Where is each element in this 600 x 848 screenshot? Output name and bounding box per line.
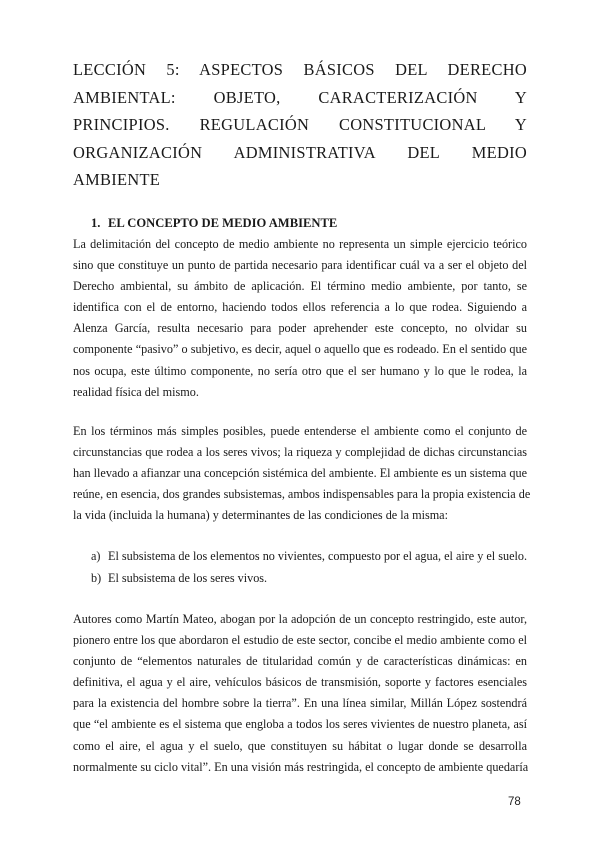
- text-line: En los términos más simples posibles, puede entenderse el ambiente como el conjunto de: [73, 424, 527, 438]
- list-item: [91, 568, 527, 590]
- text-line: realidad física del mismo.: [73, 384, 199, 399]
- text-line: La delimitación del concepto de medio ambiente no representa un simple ejercicio teórico: [73, 237, 527, 251]
- paragraph: [73, 234, 527, 403]
- title-line: LECCIÓN 5: ASPECTOS BÁSICOS DEL DERECHO: [73, 60, 527, 79]
- text-line: sino que constituye un punto de partida necesario para identificar cuál va a ser el objeto del: [73, 258, 527, 273]
- text-line: definitiva, el agua y el aire, vehículos básicos de transmisión, soporte y factores esenciales: [73, 675, 527, 690]
- text-line: normalmente su ciclo vital”. En una visión más restringida, el concepto de ambiente quedaría: [73, 759, 529, 774]
- text-line: para la existencia del hombre sobre la tierra”. En una línea similar, Millán López sostendrá: [73, 696, 527, 711]
- list-marker: a): [91, 549, 101, 563]
- paragraph: [73, 421, 531, 526]
- section-heading: [91, 215, 337, 231]
- text-line: Autores como Martín Mateo, abogan por la adopción de un concepto restringido, este autor,: [73, 612, 527, 626]
- list-item: [91, 546, 527, 568]
- text-line: conjunto de “elementos naturales de titularidad común y de características dinámicas: en: [73, 654, 527, 669]
- title-line: ORGANIZACIÓN ADMINISTRATIVA DEL MEDIO: [73, 142, 527, 162]
- paragraph: [73, 609, 527, 778]
- text-line: que “el ambiente es el sistema que engloba a todos los seres vivientes de nuestro planeta, así: [73, 717, 527, 732]
- title-line: AMBIENTAL: OBJETO, CARACTERIZACIÓN Y: [73, 87, 527, 107]
- list-item-text: El subsistema de los seres vivos.: [108, 570, 268, 585]
- text-line: identifica con el de entorno, haciendo todos ellos referencia a lo que rodea. Siguiendo a: [73, 300, 527, 315]
- subsystem-list: [91, 546, 527, 589]
- text-line: Alenza García, resulta necesario para poder aprehender este concepto, no olvidar su: [73, 321, 527, 336]
- text-line: han llevado a afianzar una concepción sistémica del ambiente. El ambiente es un sistema que: [73, 466, 527, 481]
- section-title: EL CONCEPTO DE MEDIO AMBIENTE: [108, 216, 338, 230]
- section-number: 1.: [91, 216, 101, 230]
- text-line: Derecho ambiental, su ámbito de aplicación. El término medio ambiente, por tanto, se: [73, 279, 527, 294]
- list-item-text: El subsistema de los elementos no vivientes, compuesto por el agua, el aire y el suelo.: [108, 549, 528, 563]
- title-line: AMBIENTE: [73, 170, 161, 190]
- page-number: 78: [508, 796, 521, 808]
- text-line: componente “pasivo” o subjetivo, es decir, aquel o aquello que es rodeado. En el sentido que: [73, 342, 527, 357]
- list-marker: b): [91, 570, 102, 585]
- title-line: PRINCIPIOS. REGULACIÓN CONSTITUCIONAL Y: [73, 115, 527, 135]
- lesson-title: [73, 56, 527, 194]
- text-line: pionero entre los que abordaron el estudio de este sector, concibe el medio ambiente como el: [73, 633, 527, 648]
- text-line: reúne, en esencia, dos grandes subsistemas, ambos indispensables para la propia existencia de: [73, 487, 531, 502]
- text-line: como el aire, el agua y el suelo, que constituyen su hábitat o lugar donde se desarrolla: [73, 738, 527, 753]
- text-line: nos ocupa, este último componente, no sería otro que el ser humano y lo que le rodea, la: [73, 363, 527, 378]
- text-line: circunstancias que rodea a los seres vivos; la riqueza y complejidad de dichas circunstancias: [73, 445, 527, 460]
- text-line: la vida (incluida la humana) y determinantes de las condiciones de la misma:: [73, 508, 448, 523]
